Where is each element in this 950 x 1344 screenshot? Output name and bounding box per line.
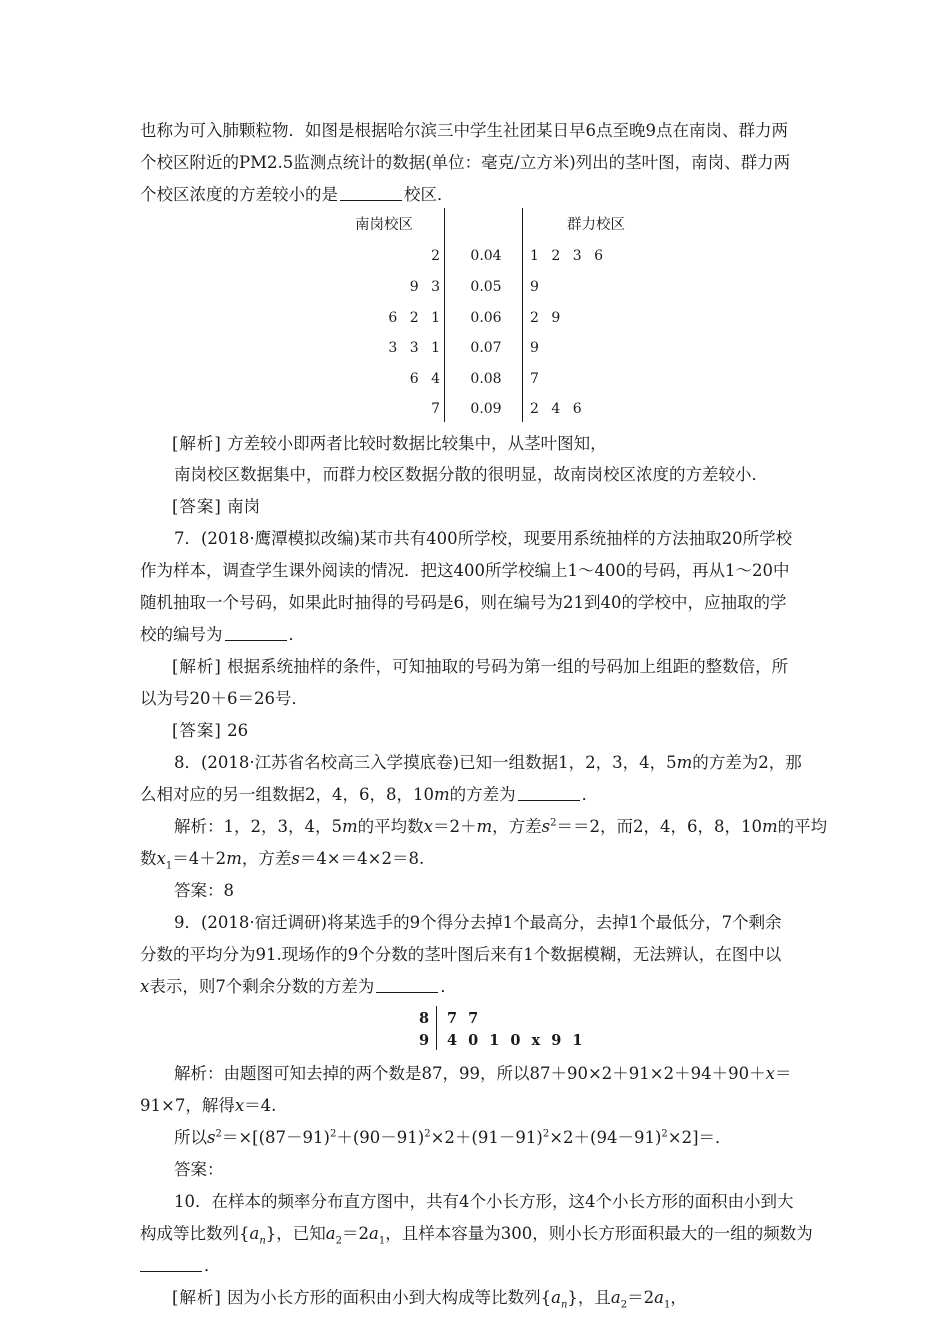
right-title: 群力校区 [567,217,625,233]
p7-analysis2: 以为号20＋6＝26号． [140,689,308,708]
answer-blank [225,626,287,641]
left-leaf: 6 4 [409,371,440,387]
p8-solution2: 数$x_1=4+2m$，方差s＝4×＝4×2＝8. [140,849,425,872]
p9-solution1: 解析：由题图可知去掉的两个数是87，99，所以87＋90×2＋91×2＋94＋90＋x＝ [174,1064,792,1083]
p6-line1: 也称为可入肺颗粒物．如图是根据哈尔滨三中学生社团某日早6点至晚9点在南岗、群力两 [140,121,788,140]
answer-blank [518,786,580,801]
left-leaf: 3 3 1 [388,340,440,356]
p9-solution3: 所以$s^2=\times[(87-91)^2+(90-91)^2\times 2+(91-91)^2\times 2+(94-91)^2\times 2]=$． [174,1128,732,1147]
p8-line2: 么相对应的另一组数据2，4，6，8，10m的方差为 ． [140,785,599,804]
stem: 0.04 [470,248,502,264]
leaf: 4 0 1 0 x 9 1 [447,1032,583,1049]
right-leaf: 1 2 3 6 [530,248,603,264]
p10-line1: 10．在样本的频率分布直方图中，共有4个小长方形，这4个小长方形的面积由小到大 [174,1192,794,1211]
stem: 8 [419,1010,430,1027]
p10-line3: ． [140,1256,221,1276]
p7-line3: 随机抽取一个号码，如果此时抽得的号码是6，则在编号为21到40的学校中，应抽取的学 [140,593,787,612]
stem-leaf-divider [436,1006,437,1050]
stem: 0.07 [470,340,502,356]
p9-answer: 答案： [174,1160,224,1179]
p7-line2: 作为样本，调查学生课外阅读的情况．把这400所学校编上1～400的号码，再从1～20中 [140,561,790,580]
stem-leaf-divider-left [444,208,445,422]
stem: 0.05 [470,279,502,295]
p6-answer: [答案] 南岗 [172,497,261,516]
p8-solution1: 解析：1，2，3，4，5m的平均数x＝2＋m，方差$s^2==2$，而2，4，6，8，10m的平均 [174,817,828,836]
p7-analysis1: [解析] 根据系统抽样的条件，可知抽取的号码为第一组的号码加上组距的整数倍，所 [172,657,789,676]
leaf: 7 7 [447,1010,479,1027]
p6-analysis1: [解析] 方差较小即两者比较时数据比较集中，从茎叶图知， [172,434,607,453]
p9-solution2: 91×7，解得x＝4. [140,1096,277,1115]
stem: 0.08 [470,371,502,387]
left-leaf: 6 2 1 [388,310,440,326]
p8-answer: 答案：8 [174,881,234,900]
right-leaf: 7 [530,371,539,387]
p9-line3: x表示，则7个剩余分数的方差为 ． [140,977,457,996]
p6-line3: 个校区浓度的方差较小的是 校区． [140,185,454,204]
stem: 0.09 [470,401,502,417]
p7-answer: [答案] 26 [172,721,249,740]
p6-analysis2: 南岗校区数据集中，而群力校区数据分散的很明显，故南岗校区浓度的方差较小． [174,465,768,484]
p10-analysis1: [解析] 因为小长方形的面积由小到大构成等比数列$\{a_n\}$，且$a_2=2a_1$， [172,1288,687,1311]
p9-line2: 分数的平均分为91.现场作的9个分数的茎叶图后来有1个数据模糊，无法辨认，在图中以 [140,945,782,964]
p9-line1: 9．(2018·宿迁调研)将某选手的9个得分去掉1个最高分，去掉1个最低分，7个剩余 [174,913,782,932]
p6-line2: 个校区附近的PM2.5监测点统计的数据(单位：毫克/立方米)列出的茎叶图，南岗、群力两 [140,153,791,172]
right-leaf: 2 4 6 [530,401,582,417]
p10-line2: 构成等比数列$\{a_n\}$，已知$a_2=2a_1$，且样本容量为300，则小长方形面积最大的一组的频数为 [140,1224,813,1247]
p7-line1: 7．(2018·鹰潭模拟改编)某市共有400所学校，现要用系统抽样的方法抽取20所学校 [174,529,793,548]
right-leaf: 9 [530,340,539,356]
left-title: 南岗校区 [355,217,413,233]
left-leaf: 2 [431,248,440,264]
left-leaf: 9 3 [409,279,440,295]
answer-blank [140,1257,202,1272]
stem-leaf-divider-right [522,208,523,422]
right-leaf: 2 9 [530,310,561,326]
answer-blank [376,978,438,993]
stem: 0.06 [470,310,502,326]
p7-line4: 校的编号为 ． [140,625,305,644]
p8-line1: 8．(2018·江苏省名校高三入学摸底卷)已知一组数据1，2，3，4，5m的方差为2，那 [174,753,802,772]
right-leaf: 9 [530,279,539,295]
left-leaf: 7 [431,401,440,417]
answer-blank [340,186,402,201]
stem: 9 [419,1032,430,1049]
